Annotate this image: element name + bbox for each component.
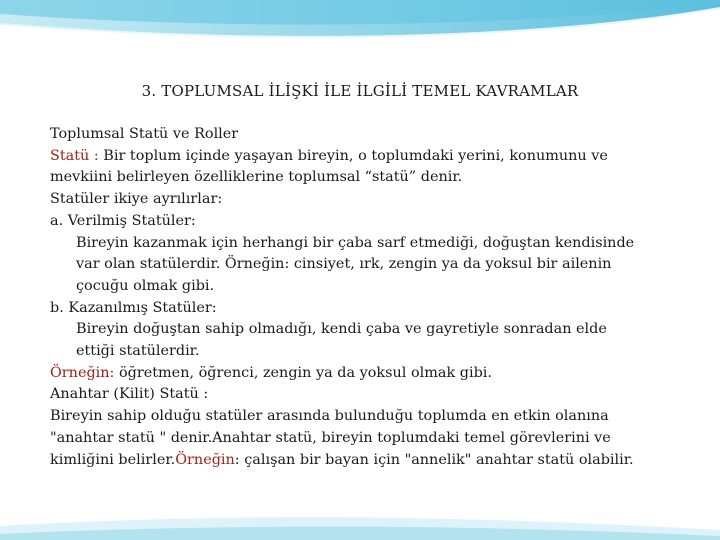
statu-definition-line	[50, 146, 690, 168]
body-line: Bireyin sahip olduğu statüler arasında bulunduğu toplumda en etkin olanına	[50, 408, 609, 425]
header-wave-decoration	[0, 0, 720, 60]
body-line: Bireyin kazanmak için herhangi bir çaba sarf etmediği, doğuştan kendisinde	[76, 234, 635, 251]
statu-term: Statü :	[50, 147, 99, 164]
body-line: çocuğu olmak gibi.	[76, 277, 215, 294]
body-text: kimliğini belirler.	[50, 451, 176, 468]
example-text: öğretmen, öğrenci, zengin ya da yoksul olmak gibi.	[114, 364, 492, 381]
example-label: Örneğin	[175, 451, 235, 468]
key-status-heading: Anahtar (Kilit) Statü :	[50, 386, 209, 403]
example-text: : çalışan bir bayan için "annelik" anahtar statü olabilir.	[234, 451, 634, 468]
slide-title: 3. TOPLUMSAL İLİŞKİ İLE İLGİLİ TEMEL KAVRAMLAR	[141, 82, 579, 100]
footer-wave-decoration	[0, 510, 720, 540]
slide-body	[50, 124, 690, 471]
body-line: Bireyin doğuştan sahip olmadığı, kendi çaba ve gayretiyle sonradan elde	[76, 321, 607, 338]
body-line: "anahtar statü " denir.Anahtar statü, bireyin toplumdaki temel görevlerini ve	[50, 429, 611, 446]
example-line	[50, 363, 690, 385]
body-line: mevkiini belirleyen özelliklerine toplumsal “statü” denir.	[50, 169, 463, 186]
list-item-a-heading: a. Verilmiş Statüler:	[50, 212, 196, 229]
body-line: Statüler ikiye ayrılırlar:	[50, 191, 223, 208]
body-line: var olan statülerdir. Örneğin: cinsiyet, ırk, zengin ya da yoksul bir ailenin	[76, 256, 612, 273]
example-label: Örneğin:	[50, 364, 115, 381]
section-heading: Toplumsal Statü ve Roller	[50, 126, 239, 142]
list-item-b-heading: b. Kazanılmış Statüler:	[50, 299, 217, 316]
statu-definition: Bir toplum içinde yaşayan bireyin, o toplumdaki yerini, konumunu ve	[98, 147, 608, 164]
example-line	[50, 450, 690, 472]
body-line: ettiği statülerdir.	[76, 343, 200, 360]
